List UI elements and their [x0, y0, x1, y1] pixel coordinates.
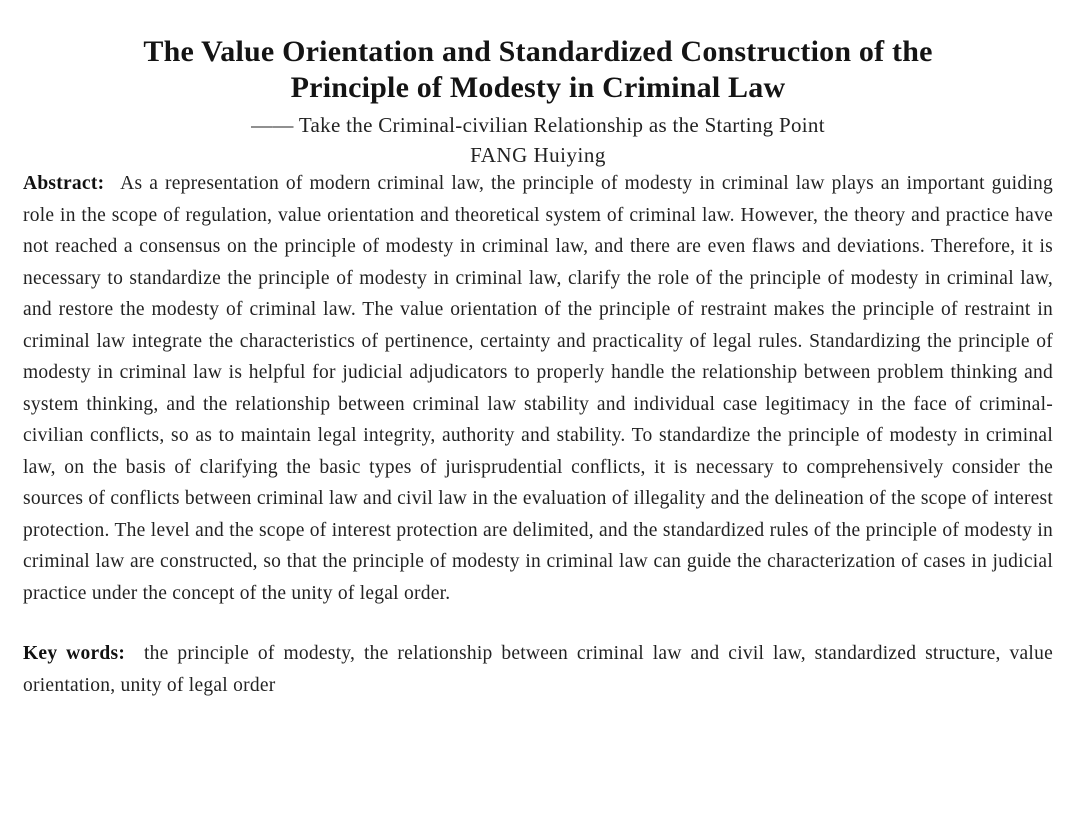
keywords-paragraph — [23, 638, 1053, 701]
abstract-paragraph — [23, 168, 1053, 609]
keywords-label: Key words: — [23, 643, 126, 664]
paper-title — [23, 34, 1053, 106]
title-line-1: The Value Orientation and Standardized Construction of the — [143, 35, 933, 68]
keywords-text: the principle of modesty, the relationship between criminal law and civil law, standardized structure, value orientation, unity of legal order — [23, 643, 1054, 696]
paper-subtitle: —— Take the Criminal-civilian Relationship as the Starting Point — [251, 113, 825, 137]
abstract-text: As a representation of modern criminal law, the principle of modesty in criminal law plays an important guiding role in the scope of regulation, value orientation and theoretical system of criminal law. However, the theory and practice have not reached a consensus on the principle of modesty in criminal law, and there are even flaws and deviations. Therefore, it is necessary to standardize the principle of modesty in criminal law, clarify the role of the principle of modesty in criminal law, and restore the modesty of criminal law. The value orientation of the principle of restraint makes the principle of restraint in criminal law integrate the characteristics of pertinence, certainty and practicality of legal rules. Standardizing the principle of modesty in criminal law is helpful for judicial adjudicators to properly handle the relationship between problem thinking and system thinking, and the relationship between criminal law stability and individual case legitimacy in the face of criminal-civilian conflicts, so as to maintain legal integrity, authority and stability. To standardize the principle of modesty in criminal law, on the basis of clarifying the basic types of jurisprudential conflicts, it is necessary to comprehensively consider the sources of conflicts between criminal law and civil law in the evaluation of illegality and the delineation of the scope of interest protection. The level and the scope of interest protection are delimited, and the standardized rules of the principle of modesty in criminal law are constructed, so that the principle of modesty in criminal law can guide the characterization of cases in judicial practice under the concept of the unity of legal order. — [23, 173, 1053, 604]
paper-page — [0, 34, 1080, 817]
title-line-2: Principle of Modesty in Criminal Law — [290, 71, 786, 104]
abstract-label: Abstract: — [23, 173, 105, 194]
paper-author: FANG Huiying — [470, 143, 606, 167]
